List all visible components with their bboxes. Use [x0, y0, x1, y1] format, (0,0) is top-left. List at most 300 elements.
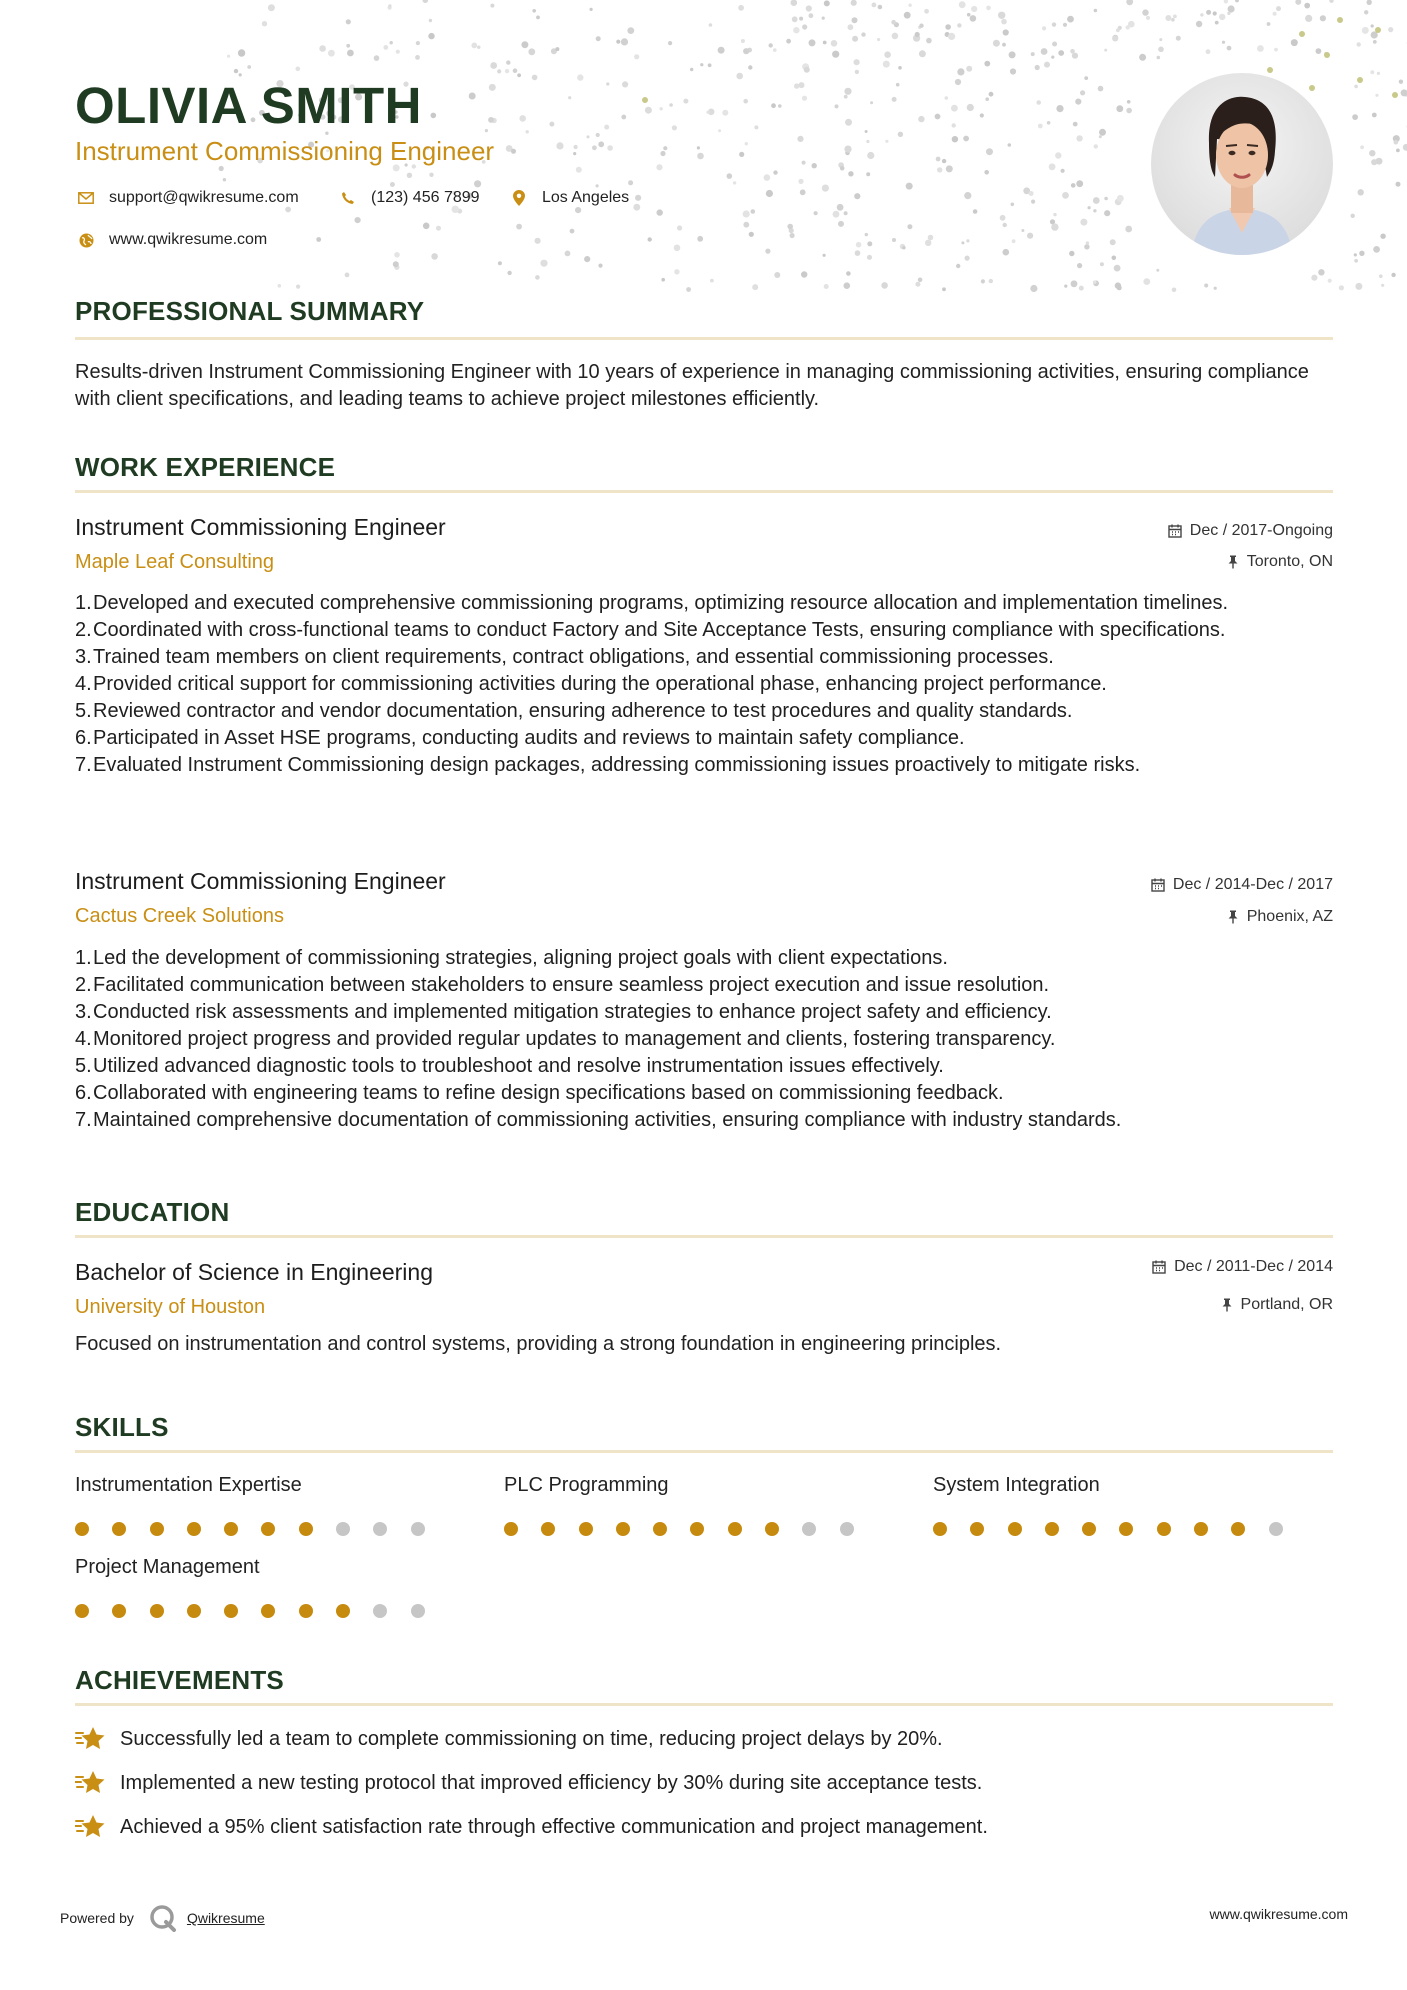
decorative-dot	[971, 6, 977, 12]
decorative-dot	[1030, 285, 1037, 292]
decorative-dot	[986, 6, 991, 11]
contact-location	[508, 188, 629, 208]
achievement-text: Implemented a new testing protocol that improved efficiency by 30% during site acceptance tests.	[120, 1771, 983, 1794]
decorative-dot	[429, 173, 433, 177]
decorative-dot	[471, 43, 477, 49]
decorative-dot	[866, 172, 870, 176]
decorative-dot	[854, 193, 860, 199]
skill-dot-empty	[840, 1522, 854, 1536]
decorative-dot	[674, 269, 679, 274]
decorative-dot	[1003, 249, 1010, 256]
calendar-icon	[1168, 524, 1182, 538]
decorative-dot	[660, 107, 663, 110]
skill-dot-filled	[1045, 1522, 1059, 1536]
star-icon	[75, 1725, 107, 1753]
decorative-dot	[1052, 42, 1057, 47]
decorative-dot	[587, 135, 590, 138]
decorative-dot	[736, 73, 743, 80]
decorative-dot	[1372, 113, 1377, 118]
decorative-dot	[844, 95, 848, 99]
decorative-dot	[1011, 203, 1015, 207]
decorative-dot	[1399, 80, 1403, 84]
list-item: 3. Conducted risk assessments and implemented mitigation strategies to enhance project safety and efficiency.	[75, 1001, 1052, 1023]
qwikresume-logo-icon	[149, 1904, 177, 1932]
decorative-dot	[1359, 251, 1364, 256]
decorative-dot	[1215, 21, 1219, 25]
decorative-dot	[1073, 122, 1078, 127]
job-dates	[1168, 522, 1333, 540]
skill-dot-empty	[373, 1522, 387, 1536]
decorative-dot	[957, 68, 964, 75]
decorative-dot	[1316, 48, 1322, 54]
decorative-dot	[1067, 16, 1074, 23]
decorative-dot	[1228, 5, 1235, 12]
decorative-dot	[809, 39, 816, 46]
decorative-dot	[1061, 169, 1065, 173]
decorative-dot	[507, 271, 511, 275]
decorative-dot	[1077, 263, 1082, 268]
calendar-icon	[1151, 878, 1165, 892]
decorative-dot	[797, 136, 803, 142]
decorative-dot	[1213, 11, 1217, 15]
decorative-dot	[706, 111, 709, 114]
decorative-dot	[794, 83, 799, 88]
skill-dot-filled	[75, 1604, 89, 1618]
decorative-dot	[1291, 39, 1298, 46]
decorative-dot	[925, 240, 931, 246]
decorative-dot	[1053, 213, 1056, 216]
decorative-dot	[598, 141, 604, 147]
decorative-dot	[722, 110, 728, 116]
decorative-dot	[535, 275, 540, 280]
decorative-dot	[831, 40, 838, 47]
decorative-dot	[596, 133, 600, 137]
decorative-dot	[965, 256, 970, 261]
decorative-dot	[1367, 0, 1372, 5]
decorative-dot	[748, 65, 752, 69]
decorative-dot	[584, 256, 590, 262]
decorative-dot	[663, 146, 667, 150]
decorative-dot	[1318, 269, 1324, 275]
decorative-dot	[1351, 214, 1355, 218]
footer-powered-by	[60, 1904, 265, 1932]
decorative-dot	[1070, 49, 1075, 54]
decorative-dot	[1371, 159, 1377, 165]
decorative-dot	[1064, 285, 1067, 288]
decorative-dot	[296, 67, 301, 72]
decorative-dot	[984, 61, 990, 67]
decorative-dot	[1394, 140, 1399, 145]
decorative-dot	[690, 68, 693, 71]
decorative-dot	[743, 48, 749, 54]
decorative-dot	[1126, 0, 1133, 5]
decorative-dot	[883, 61, 890, 68]
decorative-dot	[967, 13, 971, 17]
decorative-dot	[1098, 86, 1104, 92]
skill-dot-filled	[299, 1522, 313, 1536]
decorative-dot	[423, 223, 430, 230]
decorative-dot	[1051, 223, 1058, 230]
decorative-dot	[1176, 36, 1181, 41]
decorative-dot	[1079, 286, 1084, 291]
decorative-dot	[752, 284, 758, 290]
list-item: 6. Participated in Asset HSE programs, conducting audits and reviews to maintain safety compliance.	[75, 727, 965, 749]
decorative-dot	[535, 238, 541, 244]
decorative-dot	[1036, 100, 1041, 105]
decorative-dot	[1324, 52, 1330, 58]
skill-name: Project Management	[75, 1556, 260, 1578]
list-item: 1. Developed and executed comprehensive commissioning programs, optimizing resource allocation and implementation timelines.	[75, 592, 1229, 614]
decorative-dot	[1099, 129, 1106, 136]
decorative-dot	[906, 183, 913, 190]
decorative-dot	[549, 122, 554, 127]
skill-dot-filled	[150, 1522, 164, 1536]
decorative-dot	[771, 103, 776, 108]
decorative-dot	[505, 69, 509, 73]
skill-dot-filled	[1008, 1522, 1022, 1536]
decorative-dot	[1027, 233, 1033, 239]
decorative-dot	[718, 47, 725, 54]
decorative-dot	[1076, 180, 1083, 187]
skill-dot-filled	[541, 1522, 555, 1536]
decorative-dot	[918, 278, 923, 283]
decorative-dot	[431, 253, 438, 260]
decorative-dot	[429, 19, 432, 22]
job-title: Instrument Commissioning Engineer	[75, 868, 446, 894]
decorative-dot	[1357, 77, 1363, 83]
decorative-dot	[838, 221, 844, 227]
decorative-dot	[952, 123, 956, 127]
decorative-dot	[227, 55, 230, 58]
decorative-dot	[1094, 9, 1098, 13]
decorative-dot	[948, 33, 955, 40]
decorative-dot	[708, 63, 712, 67]
decorative-dot	[1274, 48, 1278, 52]
decorative-dot	[633, 204, 640, 211]
decorative-dot	[1391, 273, 1395, 277]
decorative-dot	[804, 67, 810, 73]
decorative-dot	[345, 273, 350, 278]
decorative-dot	[407, 173, 412, 178]
decorative-dot	[565, 251, 571, 257]
decorative-dot	[984, 170, 989, 175]
decorative-dot	[970, 15, 977, 22]
decorative-dot	[955, 79, 961, 85]
decorative-dot	[616, 40, 620, 44]
decorative-dot	[872, 3, 877, 8]
decorative-dot	[1354, 253, 1357, 256]
decorative-dot	[1062, 192, 1069, 199]
decorative-dot	[570, 229, 575, 234]
decorative-dot	[622, 81, 628, 87]
decorative-dot	[474, 180, 481, 187]
job-dates	[1151, 876, 1333, 894]
decorative-dot	[845, 119, 852, 126]
decorative-dot	[942, 159, 946, 163]
decorative-dot	[355, 217, 361, 223]
decorative-dot	[814, 211, 818, 215]
decorative-dot	[892, 238, 896, 242]
decorative-dot	[1381, 284, 1384, 287]
decorative-dot	[786, 39, 791, 44]
job-location-text: Phoenix, AZ	[1246, 908, 1333, 925]
skill-dot-filled	[970, 1522, 984, 1536]
decorative-dot	[1047, 121, 1051, 125]
decorative-dot	[957, 23, 961, 27]
decorative-dot	[937, 167, 942, 172]
decorative-dot	[1100, 262, 1104, 266]
decorative-dot	[1224, 0, 1228, 4]
decorative-dot	[1371, 24, 1374, 27]
job-company: Cactus Creek Solutions	[75, 905, 284, 927]
decorative-dot	[1051, 56, 1054, 59]
decorative-dot	[1080, 90, 1085, 95]
decorative-dot	[1112, 35, 1118, 41]
list-item: 6. Collaborated with engineering teams to refine design specifications based on commissioning feedback.	[75, 1082, 1004, 1104]
decorative-dot	[346, 44, 350, 48]
brand-link[interactable]: Qwikresume	[186, 1910, 265, 1926]
decorative-dot	[574, 145, 578, 149]
decorative-dot	[642, 97, 648, 103]
education-dates-text: Dec / 2011-Dec / 2014	[1174, 1258, 1333, 1275]
job-company: Maple Leaf Consulting	[75, 551, 275, 573]
decorative-dot	[907, 224, 912, 229]
globe-icon	[75, 230, 97, 250]
decorative-dot	[848, 24, 854, 30]
decorative-dot	[1139, 54, 1146, 61]
decorative-dot	[745, 142, 748, 145]
decorative-dot	[823, 41, 827, 45]
decorative-dot	[490, 62, 497, 69]
decorative-dot	[577, 74, 583, 80]
decorative-dot	[568, 96, 571, 99]
summary-text: Results-driven Instrument Commissioning Engineer with 10 years of experience in managing commissioning activities, ensuring compliance with client specifications, and leading teams to achieve project milestones efficiently.	[75, 361, 1309, 410]
decorative-dot	[865, 233, 868, 236]
decorative-dot	[1235, 0, 1239, 2]
decorative-dot	[1222, 41, 1225, 44]
skill-dot-filled	[690, 1522, 704, 1536]
skill-dot-filled	[261, 1522, 275, 1536]
star-icon	[75, 1813, 107, 1841]
decorative-dot	[657, 209, 663, 215]
calendar-icon	[1152, 1260, 1166, 1274]
decorative-dot	[793, 27, 799, 33]
decorative-dot	[573, 152, 576, 155]
skill-rating	[933, 1522, 1306, 1536]
decorative-dot	[727, 173, 733, 179]
decorative-dot	[1042, 26, 1046, 30]
decorative-dot	[1104, 49, 1107, 52]
decorative-dot	[1392, 92, 1398, 98]
decorative-dot	[792, 16, 798, 22]
decorative-dot	[347, 50, 354, 57]
decorative-dot	[773, 48, 777, 52]
decorative-dot	[519, 115, 526, 122]
decorative-dot	[1354, 259, 1358, 263]
decorative-dot	[822, 17, 825, 20]
decorative-dot	[596, 36, 601, 41]
pushpin-icon	[1227, 555, 1239, 569]
decorative-dot	[1001, 19, 1007, 25]
decorative-dot	[506, 60, 510, 64]
decorative-dot	[1375, 94, 1378, 97]
education-description: Focused on instrumentation and control systems, providing a strong foundation in engineering principles.	[75, 1333, 1002, 1355]
skill-dot-empty	[411, 1522, 425, 1536]
decorative-dot	[878, 5, 883, 10]
decorative-dot	[1273, 12, 1277, 16]
decorative-dot	[1377, 72, 1380, 75]
job-dates-text: Dec / 2017-Ongoing	[1189, 522, 1333, 539]
decorative-dot	[1173, 15, 1177, 19]
decorative-dot	[1076, 135, 1082, 141]
decorative-dot	[1038, 124, 1043, 129]
decorative-dot	[247, 65, 251, 69]
decorative-dot	[963, 136, 969, 142]
decorative-dot	[989, 279, 993, 283]
pushpin-icon	[1221, 1298, 1233, 1312]
decorative-dot	[627, 27, 634, 34]
decorative-dot	[606, 82, 609, 85]
decorative-dot	[1172, 288, 1177, 293]
decorative-dot	[1299, 31, 1305, 37]
decorative-dot	[1058, 50, 1064, 56]
list-item: 4. Provided critical support for commissioning activities during the operational phase, enhancing project performance.	[75, 673, 1107, 695]
contact-phone[interactable]	[337, 188, 480, 208]
skill-dot-filled	[187, 1522, 201, 1536]
job-responsibilities	[75, 945, 1315, 1134]
decorative-dot	[919, 24, 923, 28]
list-item: 7. Maintained comprehensive documentation of commissioning activities, ensuring compliance with industry standards.	[75, 1109, 1122, 1131]
decorative-dot	[668, 41, 672, 45]
decorative-dot	[765, 249, 770, 254]
decorative-dot	[951, 105, 958, 112]
decorative-dot	[489, 84, 496, 91]
decorative-dot	[390, 41, 393, 44]
decorative-dot	[604, 125, 609, 130]
decorative-dot	[1093, 280, 1096, 283]
decorative-dot	[1044, 62, 1050, 68]
decorative-dot	[870, 101, 873, 104]
decorative-dot	[928, 235, 934, 241]
decorative-dot	[516, 224, 522, 230]
decorative-dot	[536, 16, 540, 20]
decorative-dot	[989, 92, 994, 97]
decorative-dot	[915, 32, 920, 37]
skill-dot-filled	[933, 1522, 947, 1536]
decorative-dot	[590, 8, 593, 11]
summary-heading: PROFESSIONAL SUMMARY	[75, 296, 425, 326]
decorative-dot	[1352, 114, 1358, 120]
decorative-dot	[436, 226, 441, 231]
decorative-dot	[799, 82, 805, 88]
decorative-dot	[1206, 10, 1211, 15]
decorative-dot	[1126, 108, 1132, 114]
decorative-dot	[867, 152, 874, 159]
decorative-dot	[1093, 197, 1100, 204]
decorative-dot	[1031, 52, 1035, 56]
decorative-dot	[621, 38, 628, 45]
decorative-dot	[801, 271, 807, 277]
decorative-dot	[966, 66, 972, 72]
decorative-dot	[802, 161, 806, 165]
achievement-item	[75, 1769, 982, 1797]
decorative-dot	[223, 178, 226, 181]
decorative-dot	[1276, 6, 1281, 11]
decorative-dot	[851, 0, 857, 6]
decorative-dot	[802, 96, 807, 101]
skill-dot-filled	[728, 1522, 742, 1536]
decorative-dot	[824, 0, 830, 6]
list-item: 7. Evaluated Instrument Commissioning design packages, addressing commissioning issues proactively to mitigate risks.	[75, 754, 1141, 776]
decorative-dot	[1364, 10, 1368, 14]
decorative-dot	[1267, 67, 1273, 73]
decorative-dot	[697, 153, 704, 160]
pushpin-icon	[1227, 910, 1239, 924]
contact-email[interactable]	[75, 188, 299, 208]
decorative-dot	[635, 195, 641, 201]
achievements-divider	[75, 1703, 1333, 1706]
footer-url[interactable]: www.qwikresume.com	[1209, 1906, 1348, 1922]
decorative-dot	[852, 17, 858, 23]
decorative-dot	[791, 0, 798, 6]
decorative-dot	[981, 279, 985, 283]
decorative-dot	[908, 3, 911, 6]
decorative-dot	[738, 5, 744, 11]
decorative-dot	[959, 1, 966, 8]
decorative-dot	[238, 49, 245, 56]
decorative-dot	[607, 145, 613, 151]
decorative-dot	[1117, 195, 1124, 202]
skill-dot-empty	[411, 1604, 425, 1618]
decorative-dot	[809, 13, 814, 18]
decorative-dot	[1126, 25, 1130, 29]
powered-by-label: Powered by	[60, 1910, 134, 1926]
decorative-dot	[812, 163, 817, 168]
decorative-dot	[891, 20, 896, 25]
decorative-dot	[961, 241, 964, 244]
decorative-dot	[686, 287, 691, 292]
decorative-dot	[1116, 28, 1120, 32]
phone-icon	[337, 188, 359, 208]
email-text: support@qwikresume.com	[109, 189, 299, 206]
decorative-dot	[774, 272, 780, 278]
skill-dot-filled	[112, 1522, 126, 1536]
decorative-dot	[769, 43, 773, 47]
decorative-dot	[986, 148, 993, 155]
decorative-dot	[1000, 215, 1006, 221]
decorative-dot	[739, 152, 744, 157]
decorative-dot	[319, 45, 326, 52]
decorative-dot	[1354, 85, 1358, 89]
decorative-dot	[1088, 206, 1091, 209]
list-item: 4. Monitored project progress and provided regular updates to management and clients, fostering transparency.	[75, 1028, 1056, 1050]
list-item: 2. Coordinated with cross-functional teams to conduct Factory and Site Acceptance Tests, ensuring compliance with specifications.	[75, 619, 1226, 641]
decorative-dot	[1094, 144, 1098, 148]
decorative-dot	[234, 69, 238, 73]
skill-dot-filled	[224, 1522, 238, 1536]
decorative-dot	[683, 99, 688, 104]
contact-website[interactable]	[75, 230, 267, 250]
skill-dot-empty	[802, 1522, 816, 1536]
decorative-dot	[1379, 274, 1383, 278]
decorative-dot	[822, 185, 829, 192]
decorative-dot	[634, 54, 639, 59]
decorative-dot	[710, 279, 714, 283]
decorative-dot	[697, 146, 700, 149]
skill-dot-filled	[653, 1522, 667, 1536]
skill-dot-filled	[1231, 1522, 1245, 1536]
decorative-dot	[866, 140, 869, 143]
